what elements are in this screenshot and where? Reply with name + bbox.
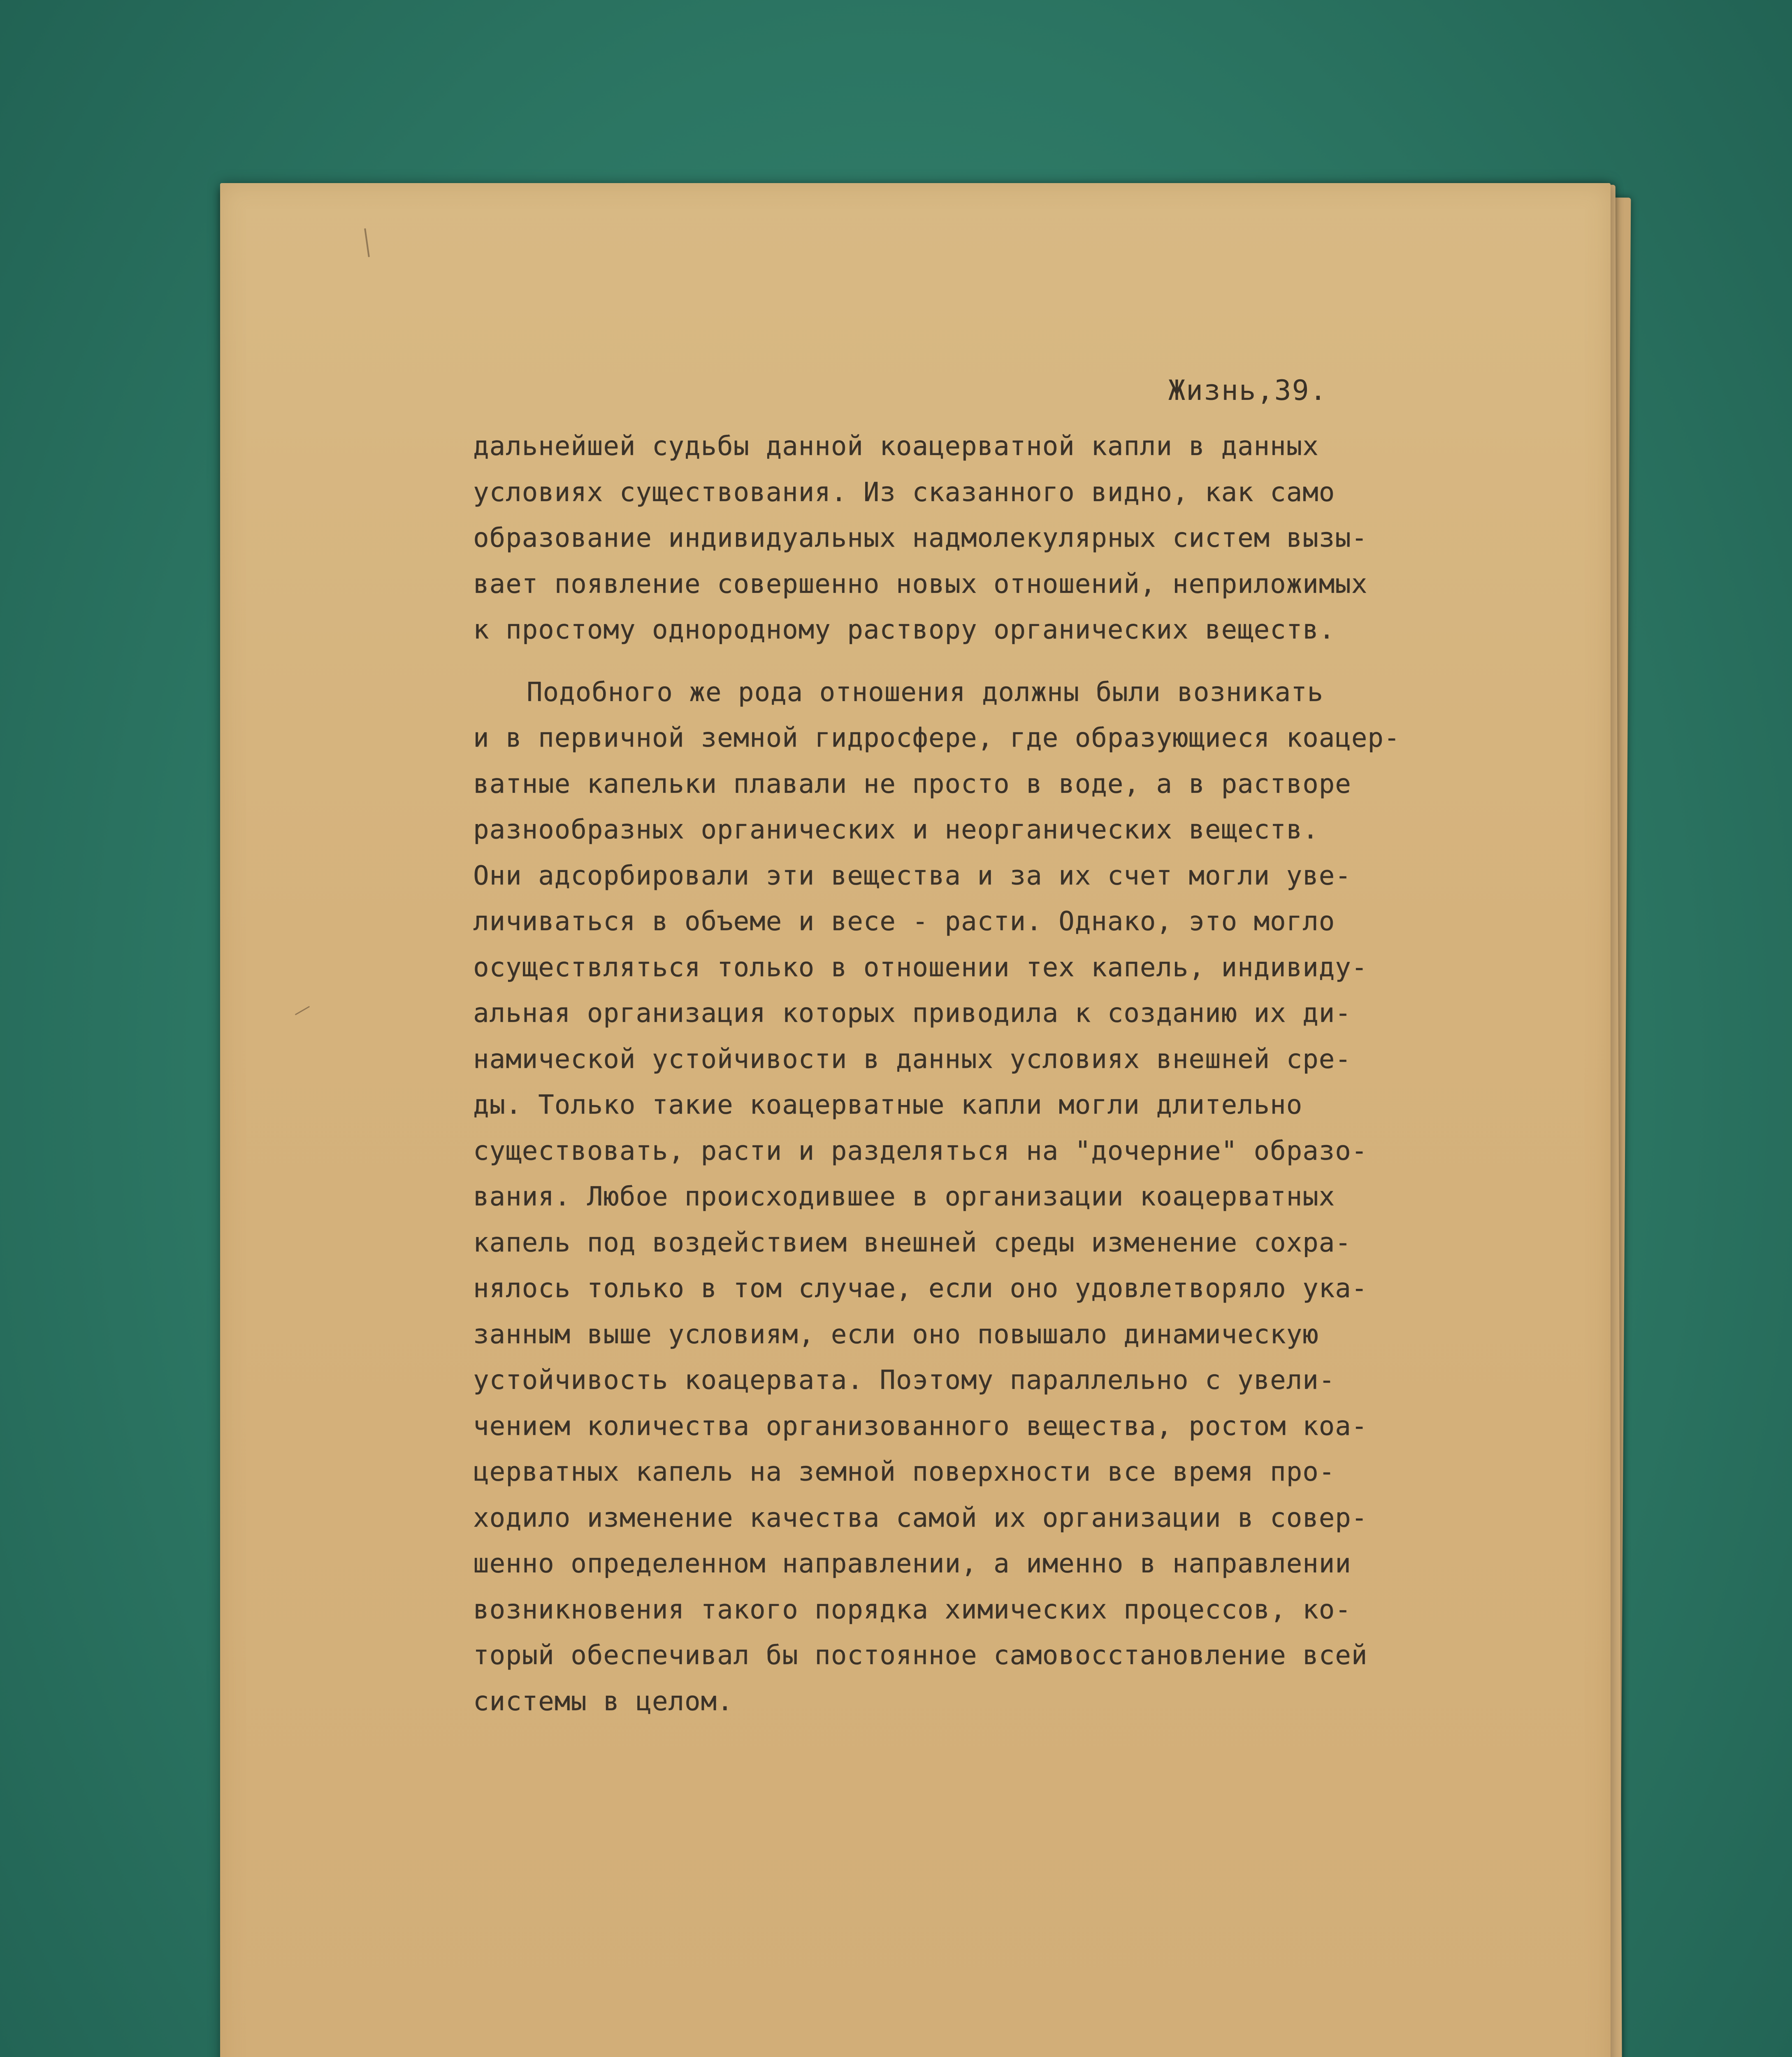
page-number-label: Жизнь,39. bbox=[1168, 374, 1328, 407]
text-line: чением количества организованного вещества, ростом коа- bbox=[473, 1411, 1368, 1442]
text-line: ды. Только такие коацерватные капли могли длительно bbox=[473, 1090, 1303, 1120]
text-line: торый обеспечивал бы постоянное самовосстановление всей bbox=[473, 1640, 1368, 1671]
text-line: образование индивидуальных надмолекулярных систем вызы- bbox=[473, 523, 1368, 553]
text-line: ходило изменение качества самой их организации в совер- bbox=[473, 1502, 1368, 1533]
body-text bbox=[473, 424, 1452, 1725]
pencil-mark bbox=[295, 1006, 310, 1015]
text-line: системы в целом. bbox=[473, 1686, 734, 1717]
text-line: и в первичной земной гидросфере, где образующиеся коацер- bbox=[473, 723, 1400, 753]
text-line: вания. Любое происходившее в организации коацерватных bbox=[473, 1182, 1335, 1212]
text-line: вает появление совершенно новых отношений, неприложимых bbox=[473, 569, 1368, 599]
text-line: капель под воздействием внешней среды изменение сохра- bbox=[473, 1227, 1351, 1258]
text-line: условиях существования. Из сказанного видно, как само bbox=[473, 477, 1335, 508]
text-line: существовать, расти и разделяться на "дочерние" образо- bbox=[473, 1135, 1368, 1166]
paragraph-start-line: Подобного же рода отношения должны были возникать bbox=[527, 677, 1324, 708]
text-line: альная организация которых приводила к созданию их ди- bbox=[473, 998, 1351, 1028]
text-line: личиваться в объеме и весе - расти. Однако, это могло bbox=[473, 906, 1335, 937]
text-line: разнообразных органических и неорганических веществ. bbox=[473, 815, 1319, 845]
text-line: церватных капель на земной поверхности все время про- bbox=[473, 1457, 1335, 1487]
text-line: ватные капельки плавали не просто в воде, а в растворе bbox=[473, 768, 1351, 799]
text-line: занным выше условиям, если оно повышало динамическую bbox=[473, 1319, 1319, 1350]
text-line: нялось только в том случае, если оно удовлетворяло ука- bbox=[473, 1273, 1368, 1304]
text-line: устойчивость коацервата. Поэтому параллельно с увели- bbox=[473, 1365, 1335, 1395]
text-line: к простому однородному раствору органических веществ. bbox=[473, 615, 1335, 645]
text-line: возникновения такого порядка химических процессов, ко- bbox=[473, 1594, 1351, 1625]
text-line: намической устойчивости в данных условиях внешней сре- bbox=[473, 1044, 1351, 1075]
text-line: осуществляться только в отношении тех капель, индивиду- bbox=[473, 952, 1368, 983]
text-line: дальнейшей судьбы данной коацерватной капли в данных bbox=[473, 431, 1319, 462]
text-line: шенно определенном направлении, а именно в направлении bbox=[473, 1549, 1351, 1579]
pencil-mark bbox=[364, 228, 370, 257]
text-line: Они адсорбировали эти вещества и за их счет могли уве- bbox=[473, 860, 1351, 891]
